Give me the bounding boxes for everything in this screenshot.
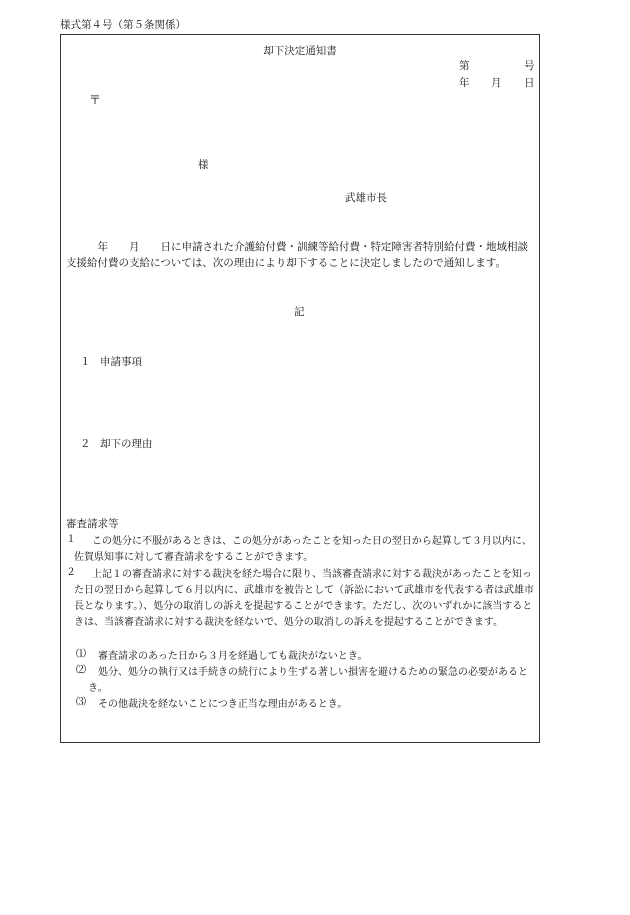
list-marker: ⑶ [76, 697, 86, 708]
review-subitem-text: 処分、処分の執行又は手続きの続行により生ずる著しい損害を避けるための緊急の必要があるとき。 [88, 667, 528, 694]
section-label: 却下の理由 [100, 438, 153, 450]
body-text: 年 月 日に申請された介護給付費・訓練等給付費・特定障害者特別給付費・地域相談支援給付費の支給については、次の理由により却下することに決定しましたので通知します。 [66, 241, 528, 269]
postal-mark: 〒 [89, 93, 102, 107]
review-item-text: この処分に不服があるときは、この処分があったことを知った日の翌日から起算して３月以内に、佐賀県知事に対して審査請求をすることができます。 [74, 536, 532, 563]
ki-label: 記 [294, 306, 305, 318]
section-label: 申請事項 [100, 356, 142, 368]
doc-date-year: 年 [459, 77, 470, 89]
review-item-text: 上記１の審査請求に対する裁決を経た場合に限り、当該審査請求に対する裁決があったことを知った日の翌日から起算して６月以内に、武雄市を被告として（訴訟において武雄市を代表する者は武雄市長となります。）、処分の取消しの訴えを提起することができます。ただし、次のいずれかに該当するときは、当該審査請求に対する裁決を経ないで、処分の取消しの訴えを提起することができます。 [74, 569, 534, 628]
doc-date-month: 月 [491, 77, 502, 89]
doc-number-suffix: 号 [524, 60, 535, 72]
list-marker: ⑴ [76, 649, 86, 660]
section-number: １ [80, 356, 91, 368]
review-heading: 審査請求等 [66, 518, 119, 530]
review-subitem-text: 審査請求のあった日から３月を経過しても裁決がないとき。 [98, 651, 368, 662]
form-frame [60, 34, 540, 743]
list-marker: ２ [66, 567, 76, 578]
addressee-suffix: 様 [198, 159, 209, 171]
doc-number-prefix: 第 [459, 60, 470, 72]
doc-date-day: 日 [524, 77, 535, 89]
list-marker: １ [66, 534, 76, 545]
list-marker: ⑵ [76, 665, 86, 676]
sender-name: 武雄市長 [345, 192, 387, 204]
review-subitem-text: その他裁決を経ないことにつき正当な理由があるとき。 [98, 699, 348, 710]
document-title: 却下決定通知書 [263, 45, 337, 57]
form-number: 様式第４号（第５条関係） [60, 19, 186, 31]
section-number: ２ [80, 438, 91, 450]
